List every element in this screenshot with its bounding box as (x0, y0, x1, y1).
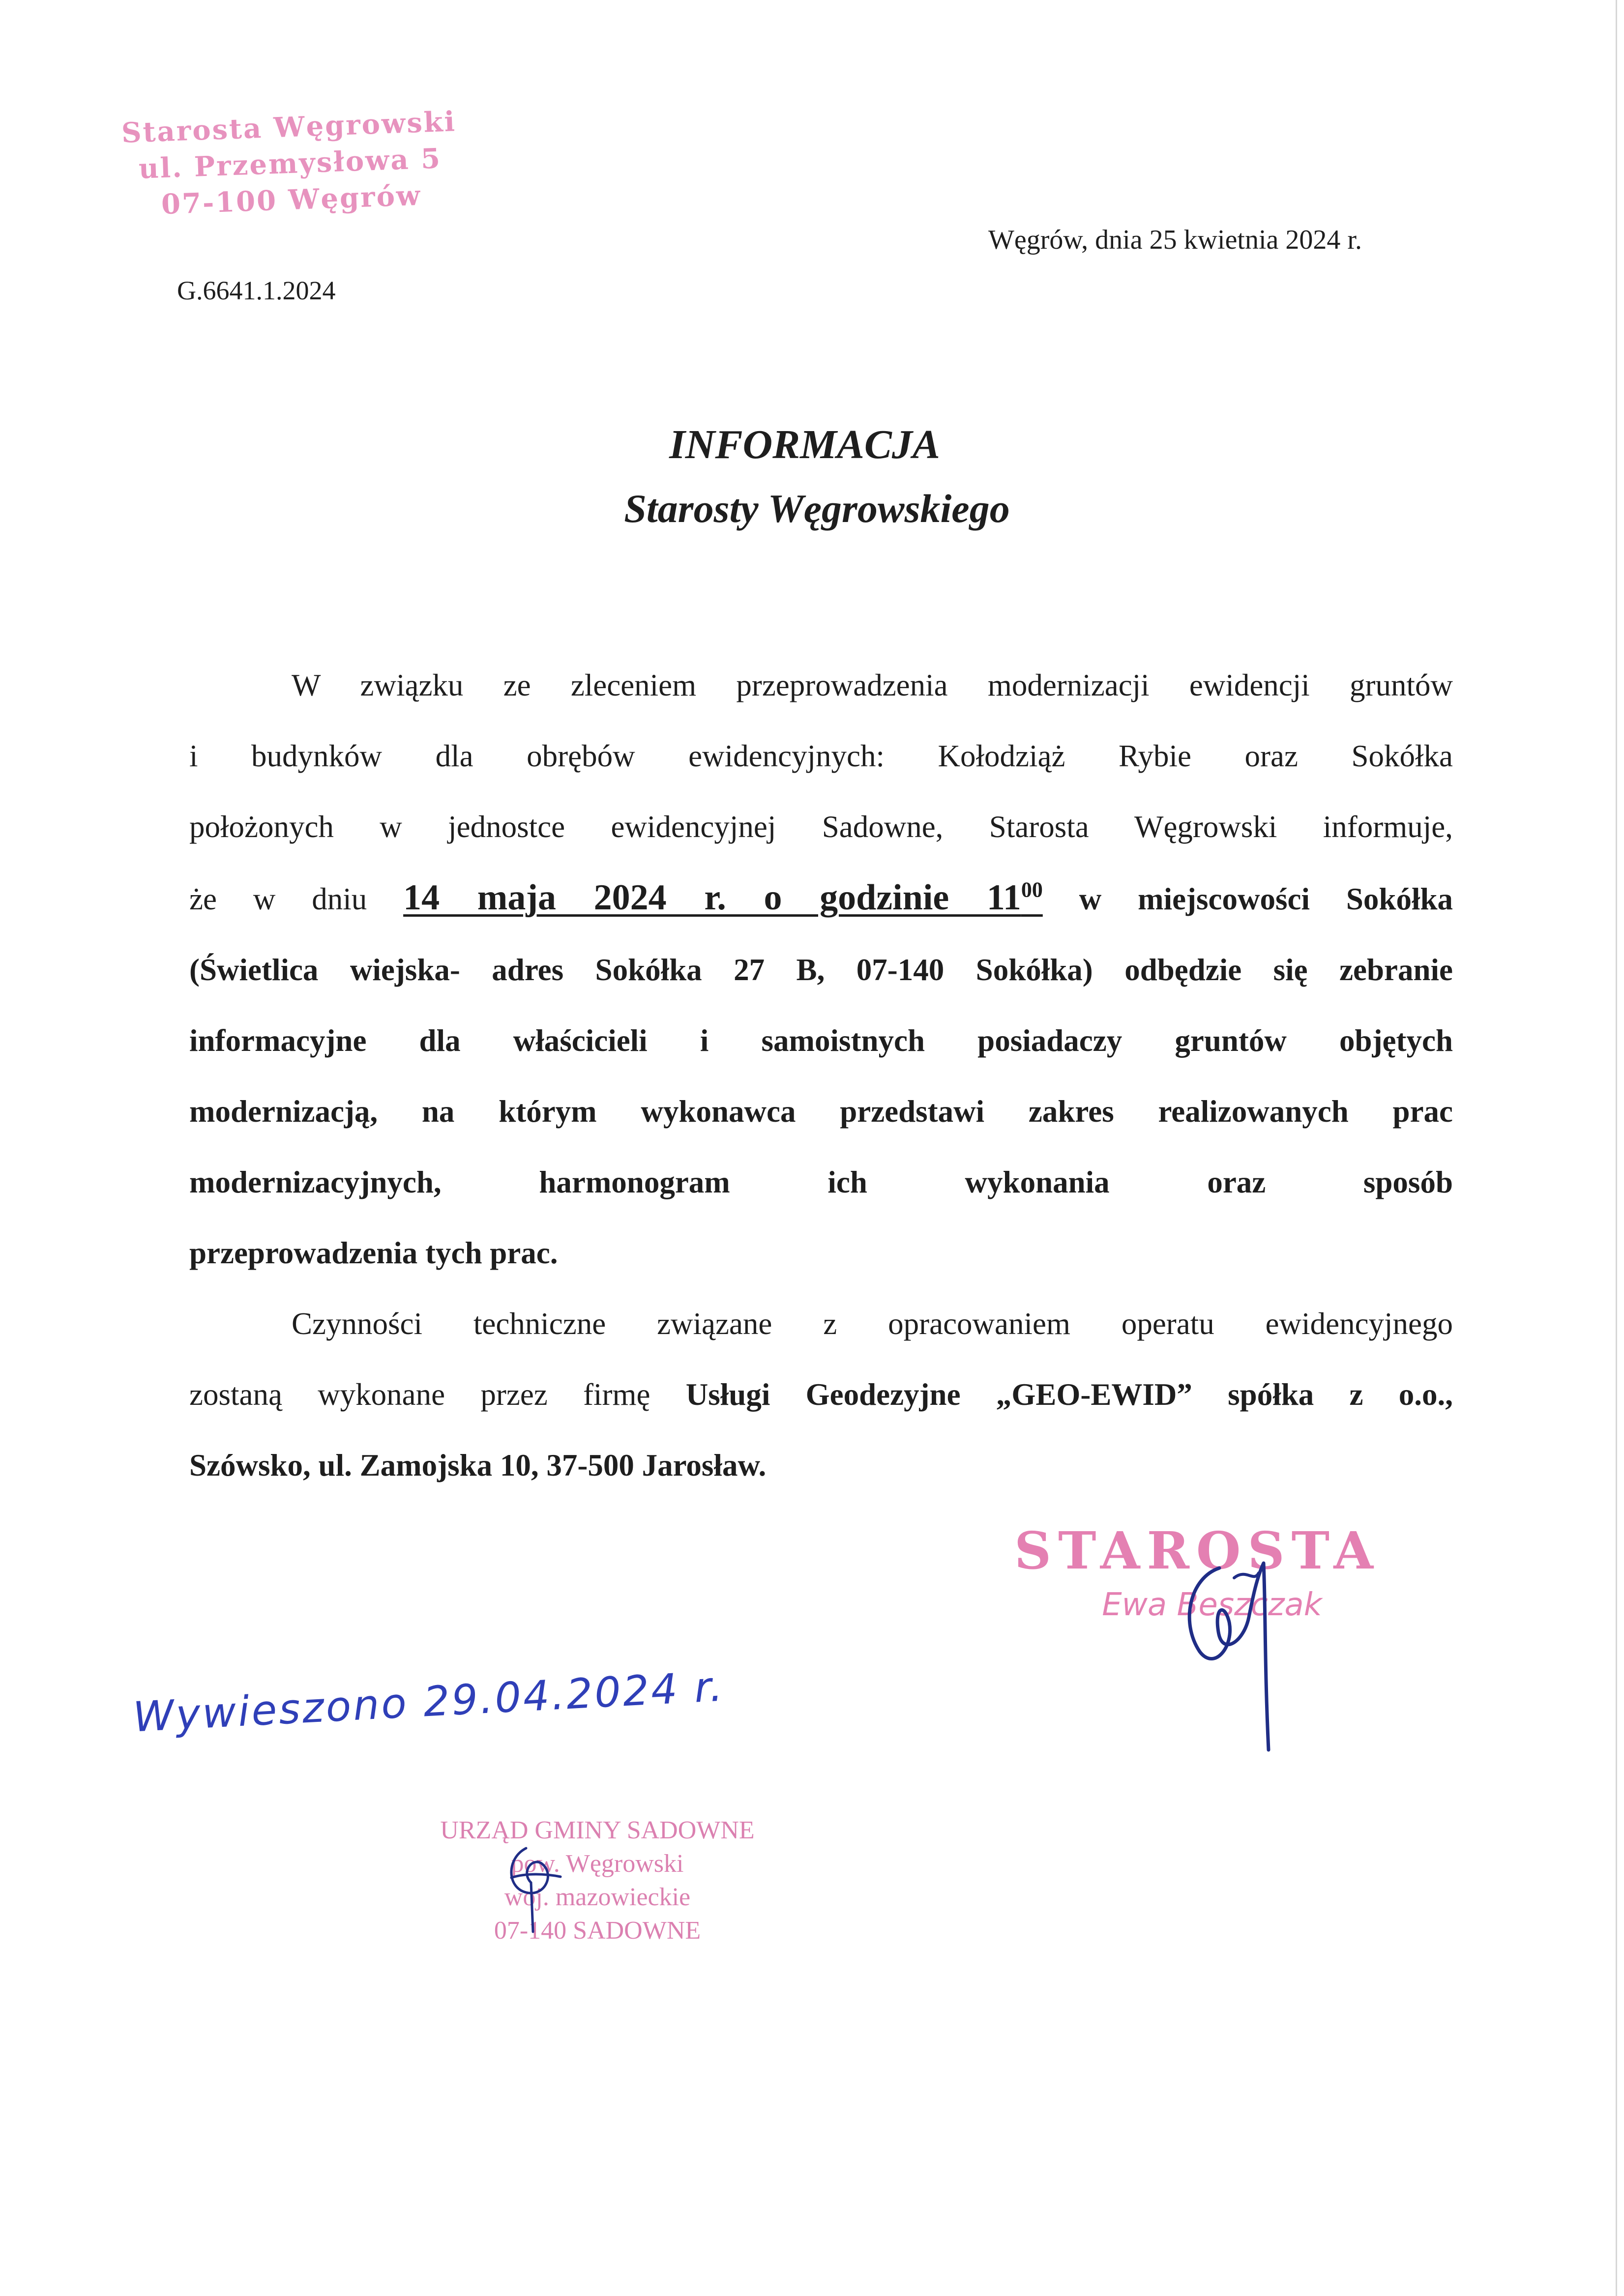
body-line (189, 650, 1453, 721)
gmina-stamp-line: URZĄD GMINY SADOWNE (440, 1816, 755, 1844)
starosta-role: STAROSTA (1014, 1520, 1381, 1581)
gmina-initials-signature (497, 1838, 565, 1937)
gmina-stamp-line: woj. mazowieckie (504, 1883, 691, 1911)
contractor-name: Usługi Geodezyjne „GEO-EWID” spółka z o.o., (685, 1377, 1453, 1412)
body-line-text: informacyjne dla właścicieli i samoistnych posiadaczy gruntów objętych (189, 1023, 1453, 1058)
place-date: Węgrów, dnia 25 kwietnia 2024 r. (988, 225, 1362, 255)
header-stamp-line: 07-100 Węgrów (160, 179, 422, 221)
body-line-text: (Świetlica wiejska- adres Sokółka 27 B, 07-140 Sokółka) odbędzie się zebranie (189, 953, 1453, 987)
case-reference: G.6641.1.2024 (177, 276, 336, 305)
title-line-2: Starosty Węgrowskiego (624, 486, 1010, 531)
body-line-text: położonych w jednostce ewidencyjnej Sadowne, Starosta Węgrowski informuje, (189, 810, 1453, 844)
body-line-text: że w dniu (189, 882, 367, 916)
body-line (189, 1288, 1453, 1359)
body-line-text: i budynków dla obrębów ewidencyjnych: Kołodziąż Rybie oraz Sokółka (189, 739, 1453, 773)
body-line (189, 862, 1453, 934)
body-line-text: przeprowadzenia tych prac. (189, 1236, 558, 1270)
body-line (189, 934, 1453, 1005)
handwritten-signature (1160, 1548, 1318, 1755)
meeting-time-minutes: 00 (1021, 877, 1043, 902)
document-title (0, 413, 1624, 541)
header-stamp (91, 102, 488, 225)
gmina-stamp-line: 07-140 SADOWNE (494, 1917, 701, 1945)
body-line (189, 1076, 1453, 1147)
header-stamp-line: Starosta Węgrowski (120, 105, 457, 149)
posted-note (128, 1662, 726, 1762)
meeting-date-time (403, 877, 1043, 918)
contractor-address: Szówsko, ul. Zamojska 10, 37-500 Jarosław. (189, 1448, 767, 1482)
title-line-1: INFORMACJA (669, 422, 940, 467)
body-line-text: zostaną wykonane przez firmę (189, 1377, 650, 1412)
body-line (189, 1359, 1453, 1430)
body-line-text: W związku ze zleceniem przeprowadzenia modernizacji ewidencji gruntów (292, 668, 1453, 702)
starosta-name: Ewa Beszczak (1102, 1587, 1322, 1623)
body-line-text: modernizacyjnych, harmonogram ich wykonania oraz sposób (189, 1165, 1453, 1199)
body-line-text: Czynności techniczne związane z opracowaniem operatu ewidencyjnego (292, 1307, 1453, 1341)
gmina-stamp (344, 1814, 851, 1947)
posted-note-text: Wywieszono 29.04.2024 r. (132, 1662, 726, 1742)
meeting-date-text: 14 maja 2024 r. o godzinie 11 (403, 877, 1021, 918)
body-line (189, 1430, 1453, 1501)
page-edge (1616, 0, 1617, 2296)
gmina-stamp-line: pow. Węgrowski (511, 1850, 684, 1878)
body-line (189, 791, 1453, 862)
body-line (189, 1218, 1453, 1288)
body-text (189, 650, 1453, 1501)
meeting-place: w miejscowości Sokółka (1079, 882, 1453, 916)
body-line (189, 721, 1453, 791)
body-line (189, 1005, 1453, 1076)
header-stamp-line: ul. Przemysłowa 5 (138, 142, 443, 185)
body-line-text: modernizacją, na którym wykonawca przedstawi zakres realizowanych prac (189, 1094, 1453, 1129)
body-line (189, 1147, 1453, 1218)
